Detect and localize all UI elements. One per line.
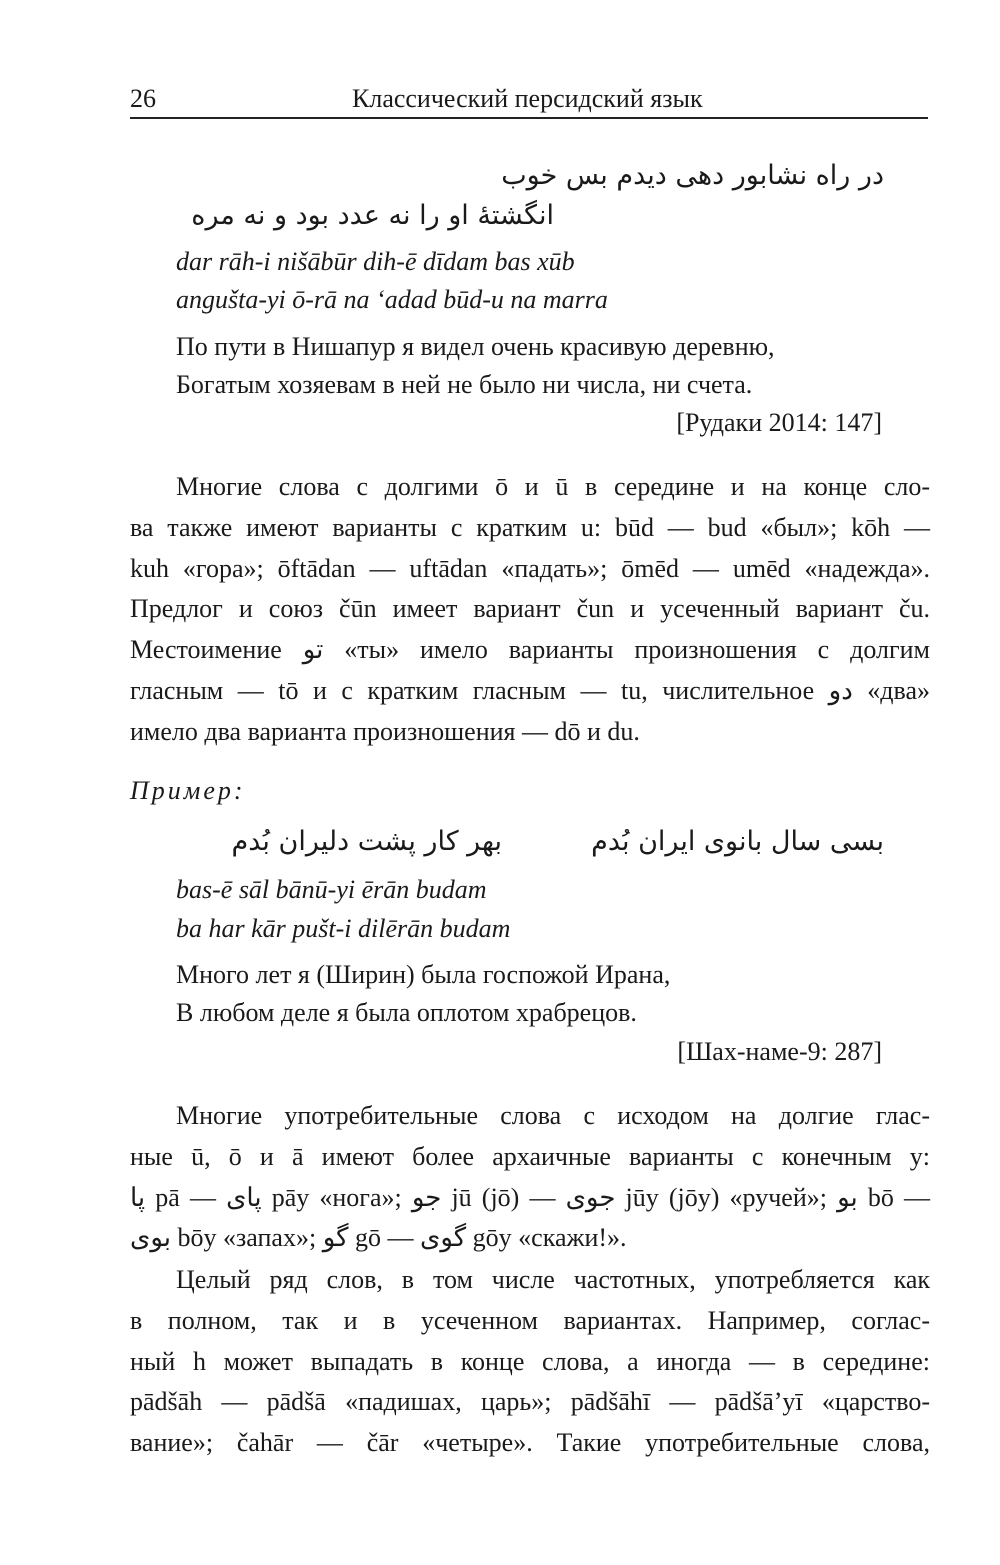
citation-source: [Шах-наме-9: 287] <box>677 1037 882 1066</box>
transliteration-line-1: bas-ē sāl bānū-yi ērān budam <box>176 875 487 904</box>
paragraph-line: Целый ряд слов, в том числе частотных, употребляется как <box>176 1265 930 1294</box>
page-number: 26 <box>130 84 156 113</box>
paragraph-line: имело два варианта произношения — dō и du. <box>130 716 640 746</box>
paragraph-truncated-forms <box>130 1260 930 1464</box>
translation-line-2: В любом деле я была оплотом храбрецов. <box>176 998 637 1027</box>
translation-line-1: Много лет я (Ширин) была госпожой Ирана, <box>176 960 671 989</box>
citation-source: [Рудаки 2014: 147] <box>676 408 882 437</box>
paragraph-line: Многие слова с долгими ō и ū в середине и на конце сло- <box>176 472 930 501</box>
running-title: Классический персидский язык <box>352 84 703 113</box>
paragraph-line: Местоимение تو «ты» имело варианты произношения с долгим <box>130 635 930 665</box>
transliteration-line-2: angušta-yi ō-rā na ‘adad būd-u na marra <box>176 285 608 314</box>
paragraph-final-y <box>130 1096 930 1259</box>
paragraph-line: ные ū, ō и ā имеют более архаичные варианты с конечным y: <box>130 1141 930 1171</box>
translation-line-2: Богатым хозяевам в ней не было ни числа, ни счета. <box>176 370 753 399</box>
persian-verse-hemistich-2: بهر کار پشت دلیران بُدم <box>231 826 502 857</box>
translation-line-1: По пути в Нишапур я видел очень красивую деревню, <box>176 332 775 361</box>
persian-verse-line-2: انگشتهٔ او را نه عدد بود و نه مره <box>191 200 554 231</box>
paragraph-line: kuh «гора»; ōftādan — uftādan «падать»; ōmēd — umēd «надежда». <box>130 553 930 583</box>
paragraph-line: вание»; čahār — čār «четыре». Такие употребительные слова, <box>130 1428 930 1458</box>
paragraph-line: в полном, так и в усеченном вариантах. Например, соглас- <box>130 1305 930 1335</box>
header-rule <box>130 117 928 119</box>
example-label: Пример: <box>130 776 246 805</box>
paragraph-line: ный h может выпадать в конце слова, а иногда — в середине: <box>130 1346 930 1376</box>
transliteration-line-2: ba har kār pušt-i dilērān budam <box>176 914 511 943</box>
paragraph-line: гласным — tō и с кратким гласным — tu, числительное دو «два» <box>130 675 930 705</box>
persian-verse-hemistich-1: بسی سال بانوی ایران بُدم <box>591 826 884 857</box>
transliteration-line-1: dar rāh-i nišābūr dih-ē dīdam bas xūb <box>176 247 575 276</box>
paragraph-line: Многие употребительные слова с исходом на долгие глас- <box>176 1101 930 1130</box>
paragraph-long-vowels <box>130 467 930 753</box>
paragraph-line: بوی bōy «запах»; گو gō — گوی gōy «скажи!». <box>130 1223 627 1253</box>
paragraph-line: Предлог и союз čūn имеет вариант čun и усеченный вариант ču. <box>130 594 930 624</box>
paragraph-line: پا pā — پای pāy «нога»; جو jū (jō) — جوی jūy (jōy) «ручей»; بو bō — <box>130 1182 930 1212</box>
persian-verse-line-1: در راه نشابور دهی دیدم بس خوب <box>501 160 884 191</box>
paragraph-line: ва также имеют варианты с кратким u: būd — bud «был»; kōh — <box>130 512 930 542</box>
paragraph-line: pādšāh — pādšā «падишах, царь»; pādšāhī — pādšā’yī «царство- <box>130 1387 930 1417</box>
